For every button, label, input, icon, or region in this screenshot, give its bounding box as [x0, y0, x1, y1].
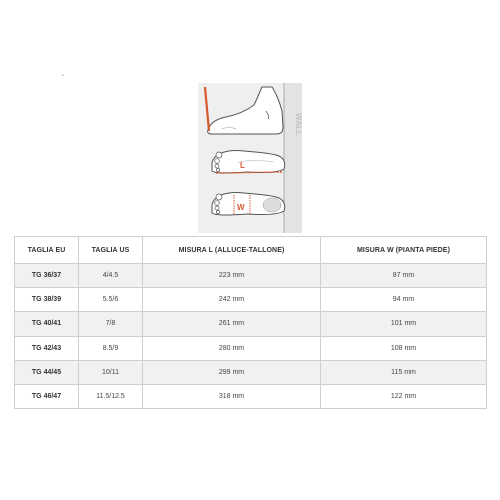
cell-eu-size: TG 36/37: [15, 264, 79, 288]
cell-eu-size: TG 38/39: [15, 288, 79, 312]
cell-length: 318 mm: [143, 384, 321, 408]
cell-eu-size: TG 42/43: [15, 336, 79, 360]
cell-eu-size: TG 40/41: [15, 312, 79, 336]
cell-eu-size: TG 46/47: [15, 384, 79, 408]
table-header-row: [15, 237, 487, 264]
header-length: MISURA L (ALLUCE-TALLONE): [143, 237, 321, 264]
header-width: MISURA W (PIANTA PIEDE): [321, 237, 487, 264]
table-row: [15, 288, 487, 312]
wall-label: WALL: [294, 113, 303, 136]
table-row: [15, 360, 487, 384]
cell-length: 242 mm: [143, 288, 321, 312]
page-mark: •: [62, 73, 64, 79]
cell-us-size: 7/8: [79, 312, 143, 336]
cell-width: 87 mm: [321, 264, 487, 288]
cell-length: 280 mm: [143, 336, 321, 360]
table-row: [15, 312, 487, 336]
cell-width: 108 mm: [321, 336, 487, 360]
foot-measurement-illustration: [198, 83, 302, 233]
cell-length: 299 mm: [143, 360, 321, 384]
cell-us-size: 10/11: [79, 360, 143, 384]
wall-panel: [284, 83, 302, 233]
header-eu-size: TAGLIA EU: [15, 237, 79, 264]
table-row: [15, 264, 487, 288]
length-letter: L: [240, 161, 245, 170]
table-row: [15, 336, 487, 360]
size-chart-table: [14, 236, 487, 409]
cell-eu-size: TG 44/45: [15, 360, 79, 384]
length-marker: [216, 172, 282, 173]
cell-us-size: 4/4.5: [79, 264, 143, 288]
cell-length: 261 mm: [143, 312, 321, 336]
cell-us-size: 5.5/6: [79, 288, 143, 312]
header-us-size: TAGLIA US: [79, 237, 143, 264]
cell-length: 223 mm: [143, 264, 321, 288]
cell-us-size: 11.5/12.5: [79, 384, 143, 408]
cell-width: 94 mm: [321, 288, 487, 312]
width-letter: W: [237, 203, 245, 212]
cell-width: 122 mm: [321, 384, 487, 408]
cell-width: 101 mm: [321, 312, 487, 336]
table-row: [15, 384, 487, 408]
cell-us-size: 8.5/9: [79, 336, 143, 360]
cell-width: 115 mm: [321, 360, 487, 384]
